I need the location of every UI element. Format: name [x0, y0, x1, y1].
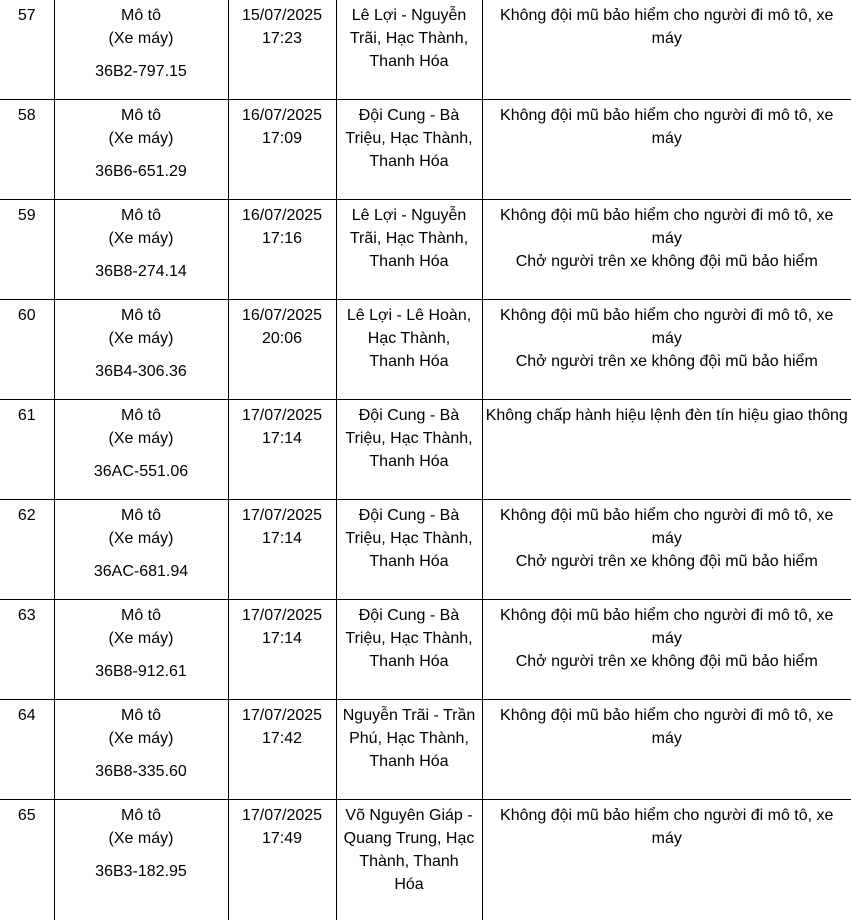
violation-line: Không đội mũ bảo hiểm cho người đi mô tô, xe: [500, 7, 834, 24]
violation-line: Không chấp hành hiệu lệnh đèn tín hiệu giao thông: [485, 407, 848, 424]
violation-line: Không đội mũ bảo hiểm cho người đi mô tô, xe: [500, 307, 834, 324]
table-row: [0, 600, 851, 700]
datetime-cell: [228, 400, 336, 500]
license-plate: 36B8-335.60: [95, 763, 187, 780]
datetime-cell: [228, 600, 336, 700]
vehicle-type: Mô tô: [120, 207, 161, 224]
vehicle-subtype: (Xe máy): [108, 730, 174, 747]
violation-cell: [482, 500, 851, 600]
violation-date: 17/07/2025: [241, 807, 323, 824]
location-line: Đội Cung - Bà: [358, 607, 460, 624]
location-line: Triệu, Hạc Thành,: [345, 430, 473, 447]
location-cell: [336, 0, 482, 100]
location-line: Lê Lợi - Nguyễn: [351, 7, 467, 24]
location-line: Lê Lợi - Lê Hoàn,: [346, 307, 472, 324]
vehicle-subtype: (Xe máy): [108, 530, 174, 547]
license-plate: 36AC-681.94: [93, 563, 189, 580]
violation-time: 17:14: [261, 430, 303, 447]
violation-date: 17/07/2025: [241, 407, 323, 424]
license-plate: 36B2-797.15: [95, 63, 187, 80]
violation-time: 17:16: [261, 230, 303, 247]
location-cell: [336, 600, 482, 700]
violation-cell: [482, 400, 851, 500]
vehicle-cell: [54, 400, 228, 500]
vehicle-subtype: (Xe máy): [108, 630, 174, 647]
location-line: Thanh Hóa: [369, 553, 449, 570]
datetime-cell: [228, 0, 336, 100]
datetime-cell: [228, 700, 336, 800]
location-line: Thanh Hóa: [369, 453, 449, 470]
violation-date: 17/07/2025: [241, 707, 323, 724]
violation-line: máy: [651, 130, 682, 147]
violation-date: 17/07/2025: [241, 507, 323, 524]
vehicle-cell: [54, 200, 228, 300]
vehicle-type: Mô tô: [120, 7, 161, 24]
row-number: 58: [0, 100, 54, 200]
violation-line: máy: [651, 630, 682, 647]
vehicle-cell: [54, 800, 228, 920]
datetime-cell: [228, 100, 336, 200]
license-plate: 36AC-551.06: [93, 463, 189, 480]
violation-line: Không đội mũ bảo hiểm cho người đi mô tô, xe: [500, 207, 834, 224]
location-line: Đội Cung - Bà: [358, 507, 460, 524]
location-line: Phú, Hạc Thành,: [349, 730, 469, 747]
license-plate: 36B6-651.29: [95, 163, 187, 180]
datetime-cell: [228, 500, 336, 600]
license-plate: 36B4-306.36: [95, 363, 187, 380]
violation-time: 17:14: [261, 630, 303, 647]
row-number: 61: [0, 400, 54, 500]
violation-line: máy: [651, 530, 682, 547]
violation-time: 17:23: [261, 30, 303, 47]
location-line: Hóa: [394, 876, 424, 893]
vehicle-subtype: (Xe máy): [108, 30, 174, 47]
violation-time: 20:06: [261, 330, 303, 347]
violation-line: Chở người trên xe không đội mũ bảo hiểm: [515, 253, 818, 270]
location-line: Nguyễn Trãi - Trần: [342, 707, 476, 724]
location-line: Đội Cung - Bà: [358, 107, 460, 124]
violation-cell: [482, 700, 851, 800]
location-cell: [336, 100, 482, 200]
row-number: 62: [0, 500, 54, 600]
violation-time: 17:42: [261, 730, 303, 747]
vehicle-cell: [54, 0, 228, 100]
vehicle-subtype: (Xe máy): [108, 230, 174, 247]
location-cell: [336, 800, 482, 920]
location-line: Thành, Thanh: [359, 853, 459, 870]
violation-date: 16/07/2025: [241, 307, 323, 324]
vehicle-type: Mô tô: [120, 407, 161, 424]
datetime-cell: [228, 800, 336, 920]
location-cell: [336, 200, 482, 300]
location-line: Thanh Hóa: [369, 153, 449, 170]
violation-line: Không đội mũ bảo hiểm cho người đi mô tô, xe: [500, 507, 834, 524]
table-row: [0, 100, 851, 200]
vehicle-subtype: (Xe máy): [108, 130, 174, 147]
violation-time: 17:49: [261, 830, 303, 847]
violation-cell: [482, 200, 851, 300]
violation-line: máy: [651, 230, 682, 247]
violation-cell: [482, 0, 851, 100]
violation-line: máy: [651, 30, 682, 47]
location-line: Thanh Hóa: [369, 253, 449, 270]
table-row: [0, 500, 851, 600]
violation-line: Không đội mũ bảo hiểm cho người đi mô tô, xe: [500, 107, 834, 124]
violation-time: 17:14: [261, 530, 303, 547]
license-plate: 36B8-912.61: [95, 663, 187, 680]
violation-line: Chở người trên xe không đội mũ bảo hiểm: [515, 553, 818, 570]
vehicle-type: Mô tô: [120, 707, 161, 724]
row-number: 65: [0, 800, 54, 920]
violation-cell: [482, 300, 851, 400]
violation-cell: [482, 800, 851, 920]
row-number: 57: [0, 0, 54, 100]
vehicle-type: Mô tô: [120, 607, 161, 624]
vehicle-cell: [54, 100, 228, 200]
vehicle-type: Mô tô: [120, 807, 161, 824]
row-number: 64: [0, 700, 54, 800]
location-line: Lê Lợi - Nguyễn: [351, 207, 467, 224]
location-cell: [336, 700, 482, 800]
location-line: Thanh Hóa: [369, 653, 449, 670]
vehicle-subtype: (Xe máy): [108, 330, 174, 347]
location-line: Hạc Thành,: [367, 330, 451, 347]
location-line: Quang Trung, Hạc: [343, 830, 475, 847]
violation-line: Không đội mũ bảo hiểm cho người đi mô tô, xe: [500, 707, 834, 724]
location-line: Triệu, Hạc Thành,: [345, 530, 473, 547]
location-cell: [336, 400, 482, 500]
location-line: Đội Cung - Bà: [358, 407, 460, 424]
table-row: [0, 400, 851, 500]
location-cell: [336, 500, 482, 600]
datetime-cell: [228, 300, 336, 400]
vehicle-cell: [54, 300, 228, 400]
location-line: Trãi, Hạc Thành,: [349, 230, 469, 247]
violation-date: 17/07/2025: [241, 607, 323, 624]
row-number: 59: [0, 200, 54, 300]
violation-line: máy: [651, 330, 682, 347]
vehicle-type: Mô tô: [120, 507, 161, 524]
location-line: Thanh Hóa: [369, 353, 449, 370]
datetime-cell: [228, 200, 336, 300]
row-number: 60: [0, 300, 54, 400]
vehicle-cell: [54, 600, 228, 700]
violation-line: Chở người trên xe không đội mũ bảo hiểm: [515, 653, 818, 670]
location-line: Võ Nguyên Giáp -: [345, 807, 473, 824]
violation-line: Chở người trên xe không đội mũ bảo hiểm: [515, 353, 818, 370]
location-cell: [336, 300, 482, 400]
violation-time: 17:09: [261, 130, 303, 147]
violation-line: Không đội mũ bảo hiểm cho người đi mô tô, xe: [500, 607, 834, 624]
violation-line: Không đội mũ bảo hiểm cho người đi mô tô, xe: [500, 807, 834, 824]
table-row: [0, 200, 851, 300]
violation-cell: [482, 600, 851, 700]
row-number: 63: [0, 600, 54, 700]
location-line: Triệu, Hạc Thành,: [345, 630, 473, 647]
table-row: [0, 700, 851, 800]
vehicle-cell: [54, 500, 228, 600]
violation-line: máy: [651, 830, 682, 847]
vehicle-type: Mô tô: [120, 307, 161, 324]
vehicle-cell: [54, 700, 228, 800]
location-line: Thanh Hóa: [369, 53, 449, 70]
vehicle-subtype: (Xe máy): [108, 830, 174, 847]
license-plate: 36B3-182.95: [95, 863, 187, 880]
location-line: Trãi, Hạc Thành,: [349, 30, 469, 47]
violation-date: 16/07/2025: [241, 107, 323, 124]
location-line: Triệu, Hạc Thành,: [345, 130, 473, 147]
vehicle-type: Mô tô: [120, 107, 161, 124]
vehicle-subtype: (Xe máy): [108, 430, 174, 447]
violation-line: máy: [651, 730, 682, 747]
violation-date: 15/07/2025: [241, 7, 323, 24]
violation-cell: [482, 100, 851, 200]
table-row: [0, 300, 851, 400]
table-row: [0, 0, 851, 100]
violation-date: 16/07/2025: [241, 207, 323, 224]
license-plate: 36B8-274.14: [95, 263, 187, 280]
table-row: [0, 800, 851, 920]
location-line: Thanh Hóa: [369, 753, 449, 770]
